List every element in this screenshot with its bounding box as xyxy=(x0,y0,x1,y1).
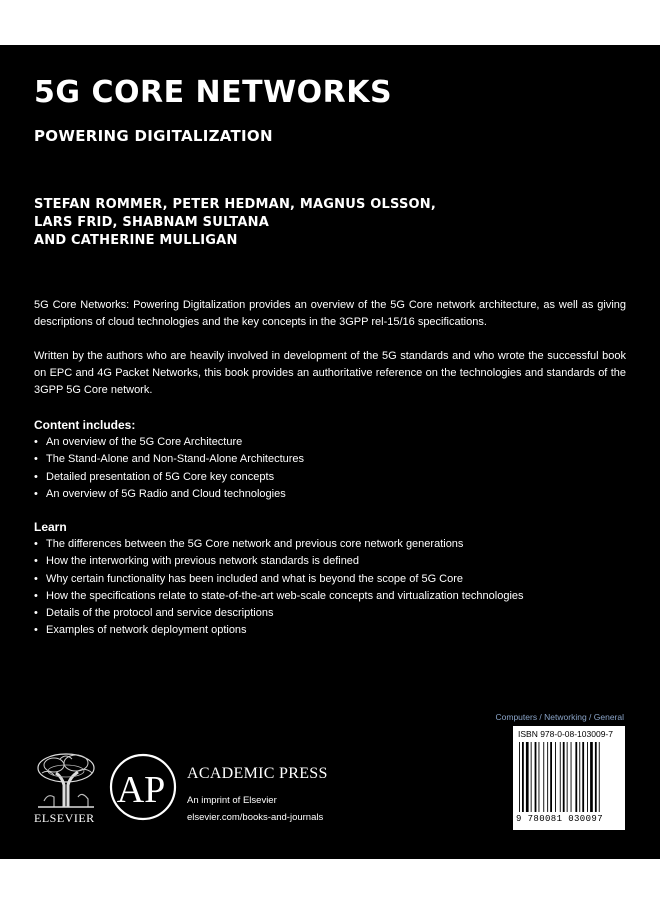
list-item: • An overview of 5G Radio and Cloud technologies xyxy=(34,486,304,503)
isbn-barcode-box xyxy=(513,726,625,830)
barcode-bar xyxy=(567,742,568,812)
author-list xyxy=(34,196,436,250)
author-line: LARS FRID, SHABNAM SULTANA xyxy=(34,215,269,230)
barcode-bar xyxy=(599,742,600,812)
barcode-bar xyxy=(543,742,544,812)
barcode-bar xyxy=(547,742,548,812)
list-item: • Examples of network deployment options xyxy=(34,622,524,639)
list-item: • Details of the protocol and service descriptions xyxy=(34,605,524,622)
barcode-bar xyxy=(531,742,532,812)
barcode-bar xyxy=(575,742,577,812)
barcode-bar xyxy=(590,742,593,812)
barcode-digits: 9 780081 030097 xyxy=(516,814,604,824)
author-line: STEFAN ROMMER, PETER HEDMAN, MAGNUS OLSSON, xyxy=(34,197,437,212)
author-line: AND CATHERINE MULLIGAN xyxy=(34,233,238,248)
content-list xyxy=(34,434,304,503)
academic-press-logo-icon xyxy=(108,747,178,827)
barcode-bar xyxy=(519,742,520,812)
barcode-bar xyxy=(579,742,580,812)
list-item: • An overview of the 5G Core Architecture xyxy=(34,434,304,451)
imprint-text: An imprint of Elsevier xyxy=(187,795,277,806)
learn-heading: Learn xyxy=(34,520,67,534)
content-heading: Content includes: xyxy=(34,418,136,432)
book-category: Computers / Networking / General xyxy=(495,712,624,722)
barcode-bar xyxy=(526,742,529,812)
back-cover xyxy=(0,45,660,859)
learn-list xyxy=(34,536,524,640)
barcode-icon xyxy=(518,742,620,814)
list-item: • The differences between the 5G Core network and previous core network generations xyxy=(34,536,524,553)
list-item: • How the interworking with previous network standards is defined xyxy=(34,553,524,570)
academic-press-name: ACADEMIC PRESS xyxy=(187,765,328,782)
book-subtitle: POWERING DIGITALIZATION xyxy=(34,127,273,145)
barcode-bar xyxy=(539,742,540,812)
elsevier-label: ELSEVIER xyxy=(34,811,95,825)
publisher-url: elsevier.com/books-and-journals xyxy=(187,812,324,823)
barcode-bar xyxy=(522,742,524,812)
barcode-bar xyxy=(560,742,561,812)
description-paragraph: Written by the authors who are heavily involved in development of the 5G standards and who wrote the successful book on EPC and 4G Packet Networks, this book provides an authoritative reference on the technologies and standards of the 3GPP 5G Core network. xyxy=(34,350,626,396)
barcode-bar xyxy=(595,742,597,812)
barcode-bar xyxy=(535,742,537,812)
description-paragraph: 5G Core Networks: Powering Digitalization provides an overview of the 5G Core network architecture, as well as giving descriptions of cloud technologies and the key concepts in the 3GPP rel-15/16 specifications. xyxy=(34,299,626,328)
barcode-bar xyxy=(587,742,588,812)
barcode-bar xyxy=(582,742,584,812)
barcode-bar xyxy=(571,742,572,812)
isbn-label: ISBN 978-0-08-103009-7 xyxy=(518,729,613,739)
list-item: • Detailed presentation of 5G Core key concepts xyxy=(34,469,304,486)
list-item: • Why certain functionality has been included and what is beyond the scope of 5G Core xyxy=(34,571,524,588)
barcode-bar xyxy=(550,742,552,812)
svg-text:AP: AP xyxy=(116,769,166,811)
barcode-bar xyxy=(555,742,556,812)
book-title: 5G CORE NETWORKS xyxy=(34,75,393,110)
list-item: • The Stand-Alone and Non-Stand-Alone Architectures xyxy=(34,451,304,468)
barcode-bar xyxy=(563,742,565,812)
elsevier-tree-logo-icon xyxy=(34,751,98,809)
list-item: • How the specifications relate to state-of-the-art web-scale concepts and virtualization technologies xyxy=(34,588,524,605)
